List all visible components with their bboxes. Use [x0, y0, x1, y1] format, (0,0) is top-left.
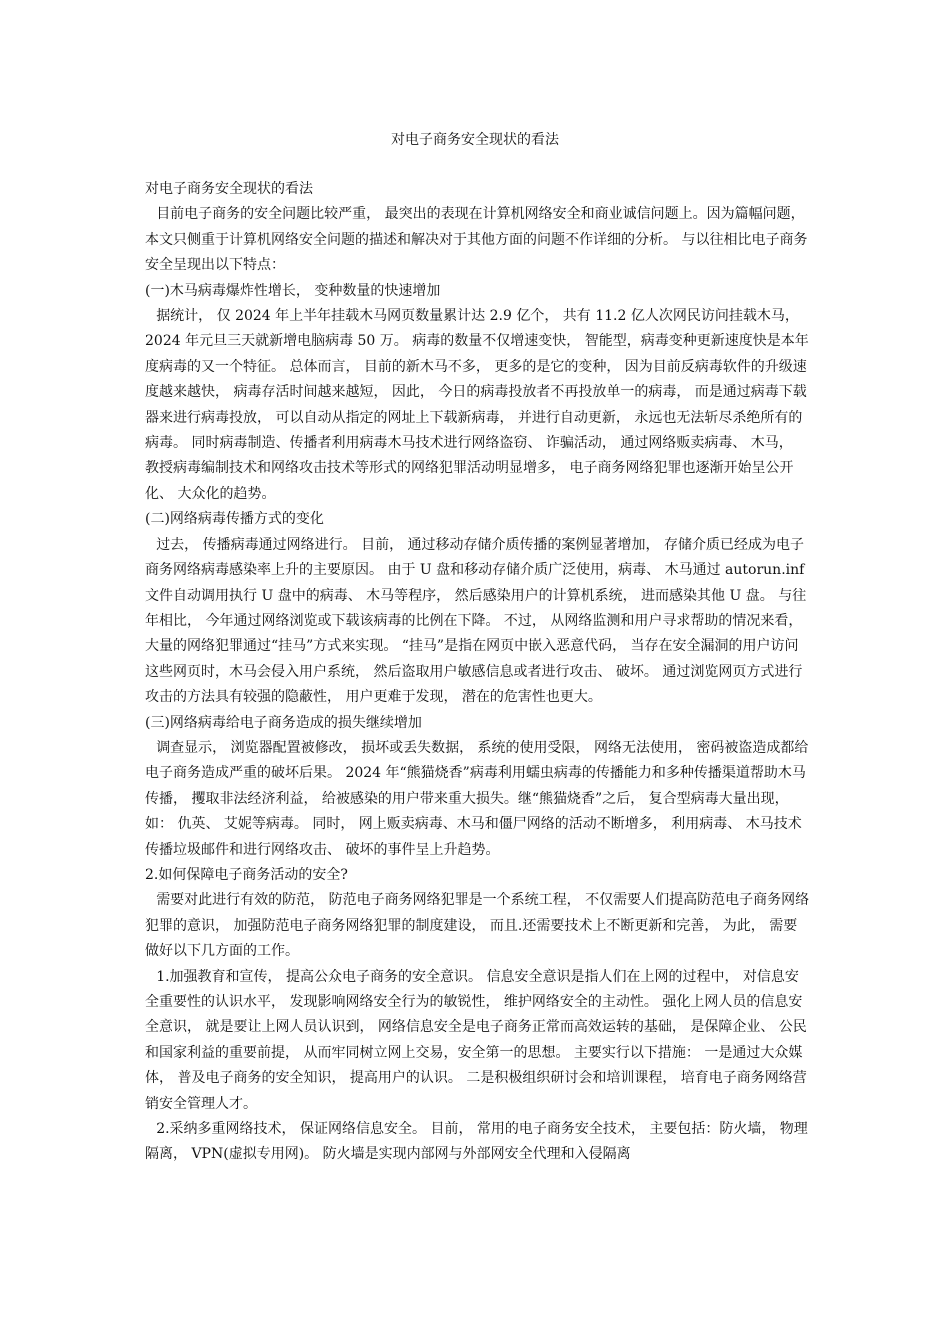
paragraph-trojan-growth: 据统计， 仅 2024 年上半年挂载木马网页数量累计达 2.9 亿个， 共有 11.2 亿人次网民访问挂载木马， 2024 年元旦三天就新增电脑病毒 50 万。 病毒的数量不仅增速变快， 智能型，病毒变种更新速度快是本年度病毒的又一个特征。 总体而言， 目前的新木马不多， 更多的是它的变种， 因为目前反病毒软件的升级速度越来越快， 病毒存活时间越来越短， 因此， 今日的病毒投放者不再投放单一的病毒， 而是通过病毒下载器来进行病毒投放， 可以自动从指定的网址上下载新病毒， 并进行自动更新， 永远也无法斩尽杀绝所有的病毒。 同时病毒制造、传播者利用病毒木马技术进行网络盗窃、 诈骗活动， 通过网络贩卖病毒、 木马， 教授病毒编制技术和网络攻击技术等形式的网络犯罪活动明显增多， 电子商务网络犯罪也逐渐开始呈公开化、 大众化的趋势。	[145, 308, 809, 502]
section-heading-1: (一)木马病毒爆炸性增长， 变种数量的快速增加	[145, 282, 441, 299]
paragraph-spread-change: 过去， 传播病毒通过网络进行。 目前， 通过移动存储介质传播的案例显著增加， 存储介质已经成为电子商务网络病毒感染率上升的主要原因。 由于 U 盘和移动存储介质广泛使用，病毒、 木马通过 autorun.inf 文件自动调用执行 U 盘中的病毒、 木马等程序， 然后感染用户的计算机系统， 进而感染其他 U 盘。 与往年相比， 今年通过网络浏览或下载该病毒的比例在下降。 不过， 从网络监测和用户寻求帮助的情况来看， 大量的网络犯罪通过“挂马”方式来实现。 “挂马”是指在网页中嵌入恶意代码， 当存在安全漏洞的用户访问这些网页时，木马会侵入用户系统， 然后盗取用户敏感信息或者进行攻击、 破坏。 通过浏览网页方式进行攻击的方法具有较强的隐蔽性， 用户更难于发现， 潜在的危害性也更大。	[145, 536, 807, 706]
section-heading-3: (三)网络病毒给电子商务造成的损失继续增加	[145, 714, 422, 731]
intro-paragraph: 目前电子商务的安全问题比较严重， 最突出的表现在计算机网络安全和商业诚信问题上。因为篇幅问题， 本文只侧重于计算机网络安全问题的描述和解决对于其他方面的问题不作详细的分析。 与以往相比电子商务安全呈现出以下特点：	[145, 206, 808, 274]
document-body	[145, 177, 811, 1168]
page-title: 对电子商务安全现状的看法	[391, 132, 559, 148]
paragraph-losses: 调查显示， 浏览器配置被修改， 损坏或丢失数据， 系统的使用受限， 网络无法使用， 密码被盗造成都给电子商务造成严重的破坏后果。 2024 年“熊猫烧香”病毒利用蠕虫病毒的传播能力和多种传播渠道帮助木马传播， 攫取非法经济利益， 给被感染的用户带来重大损失。继“熊猫烧香”之后， 复合型病毒大量出现， 如： 仇英、 艾妮等病毒。 同时， 网上贩卖病毒、木马和僵尸网络的活动不断增多， 利用病毒、 木马技术传播垃圾邮件和进行网络攻击、 破坏的事件呈上升趋势。	[145, 739, 809, 858]
paragraph-prevention: 需要对此进行有效的防范， 防范电子商务网络犯罪是一个系统工程， 不仅需要人们提高防范电子商务网络犯罪的意识， 加强防范电子商务网络犯罪的制度建设， 而且.还需要技术上不断更新和完善， 为此， 需要做好以下几方面的工作。	[145, 892, 810, 960]
body-heading: 对电子商务安全现状的看法	[145, 181, 313, 197]
section-heading-security: 2.如何保障电子商务活动的安全?	[145, 866, 348, 883]
section-heading-2: (二)网络病毒传播方式的变化	[145, 511, 324, 528]
paragraph-technology: 2.采纳多重网络技术， 保证网络信息安全。 目前， 常用的电子商务安全技术， 主要包括：防火墙， 物理隔离， VPN(虚拟专用网)。 防火墙是实现内部网与外部网安全代理和入侵隔离	[145, 1121, 808, 1163]
paragraph-education: 1.加强教育和宣传， 提高公众电子商务的安全意识。 信息安全意识是指人们在上网的过程中， 对信息安全重要性的认识水平， 发现影响网络安全行为的敏锐性， 维护网络安全的主动性。 强化上网人员的信息安全意识， 就是要让上网人员认识到， 网络信息安全是电子商务正常而高效运转的基础， 是保障企业、 公民和国家利益的重要前提， 从而牢同树立网上交易，安全第一的思想。 主要实行以下措施： 一是通过大众媒体， 普及电子商务的安全知识， 提高用户的认识。 二是积极组织研讨会和培训课程， 培育电子商务网络营销安全管理人才。	[145, 968, 807, 1112]
